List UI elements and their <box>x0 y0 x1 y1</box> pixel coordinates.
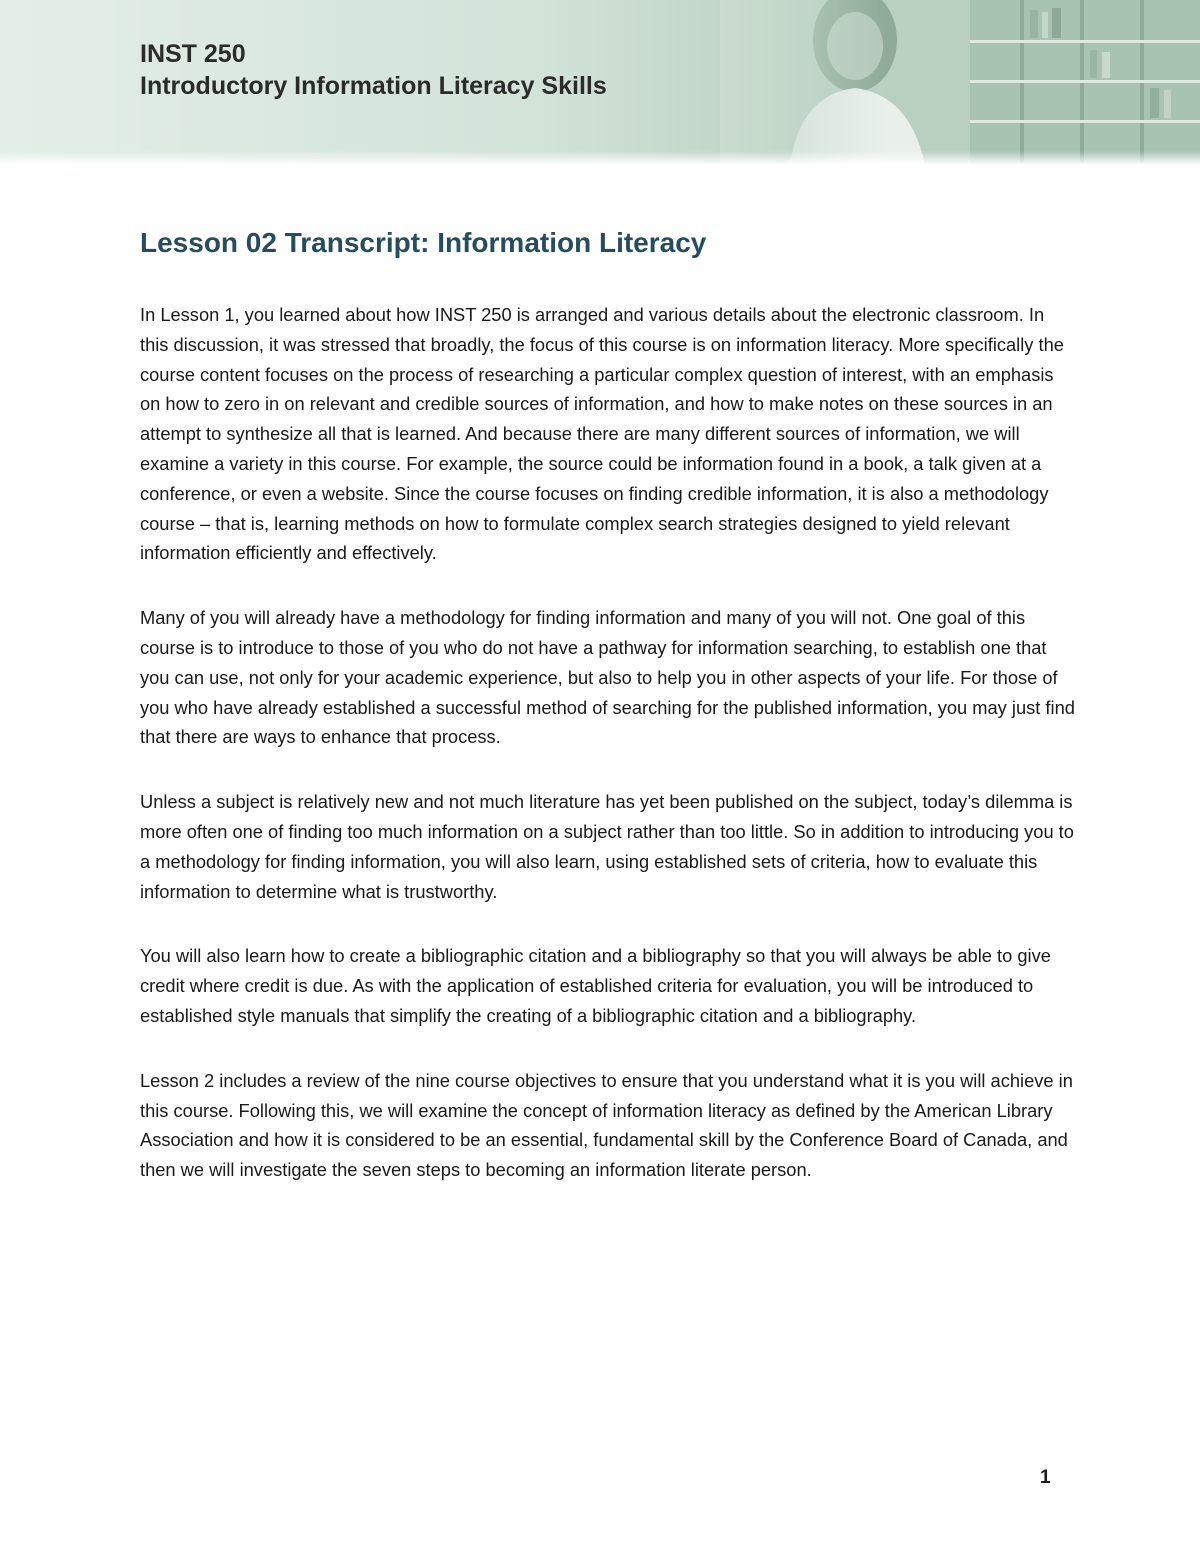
library-photo-image <box>720 0 1200 165</box>
course-code: INST 250 <box>140 40 246 68</box>
paragraph: Unless a subject is relatively new and not much literature has yet been published on the subject, today’s dilemma is more often one of finding too much information on a subject rather than too little. So in addition to introducing you to a methodology for finding information, you will also learn, using established sets of criteria, how to evaluate this information to determine what is trustworthy. <box>140 791 1074 902</box>
paragraph: In Lesson 1, you learned about how INST 250 is arranged and various details about the electronic classroom. In this discussion, it was stressed that broadly, the focus of this course is on information literacy. More specifically the course content focuses on the process of researching a particular complex question of interest, with an emphasis on how to zero in on relevant and credible sources of information, and how to make notes on these sources in an attempt to synthesize all that is learned. And because there are many different sources of information, we will examine a variety in this course. For example, the source could be information found in a book, a talk given at a conference, or even a website. Since the course focuses on finding credible information, it is also a methodology course – that is, learning methods on how to formulate complex search strategies designed to yield relevant information efficiently and effectively. <box>140 304 1064 564</box>
transcript-body <box>140 300 1075 1220</box>
banner-title <box>140 38 607 102</box>
paragraph: Many of you will already have a methodology for finding information and many of you will not. One goal of this course is to introduce to those of you who do not have a pathway for information searching, to establish one that you can use, not only for your academic experience, but also to help you in other aspects of your life. For those of you who have already established a successful method of searching for the published information, you may just find that there are ways to enhance that process. <box>140 607 1075 748</box>
paragraph: Lesson 2 includes a review of the nine course objectives to ensure that you understand what it is you will achieve in this course. Following this, we will examine the concept of information literacy as defined by the American Library Association and how it is considered to be an essential, fundamental skill by the Conference Board of Canada, and then we will investigate the seven steps to becoming an information literate person. <box>140 1069 1073 1181</box>
course-name: Introductory Information Literacy Skills <box>140 72 607 100</box>
lesson-title: Lesson 02 Transcript: Information Literacy <box>140 227 707 258</box>
page-number: 1 <box>1040 1467 1051 1488</box>
header-banner <box>0 0 1200 165</box>
paragraph: You will also learn how to create a bibliographic citation and a bibliography so that you will always be able to give credit where credit is due. As with the application of established criteria for evaluation, you will be introduced to established style manuals that simplify the creating of a bibliographic citation and a bibliography. <box>140 945 1051 1026</box>
